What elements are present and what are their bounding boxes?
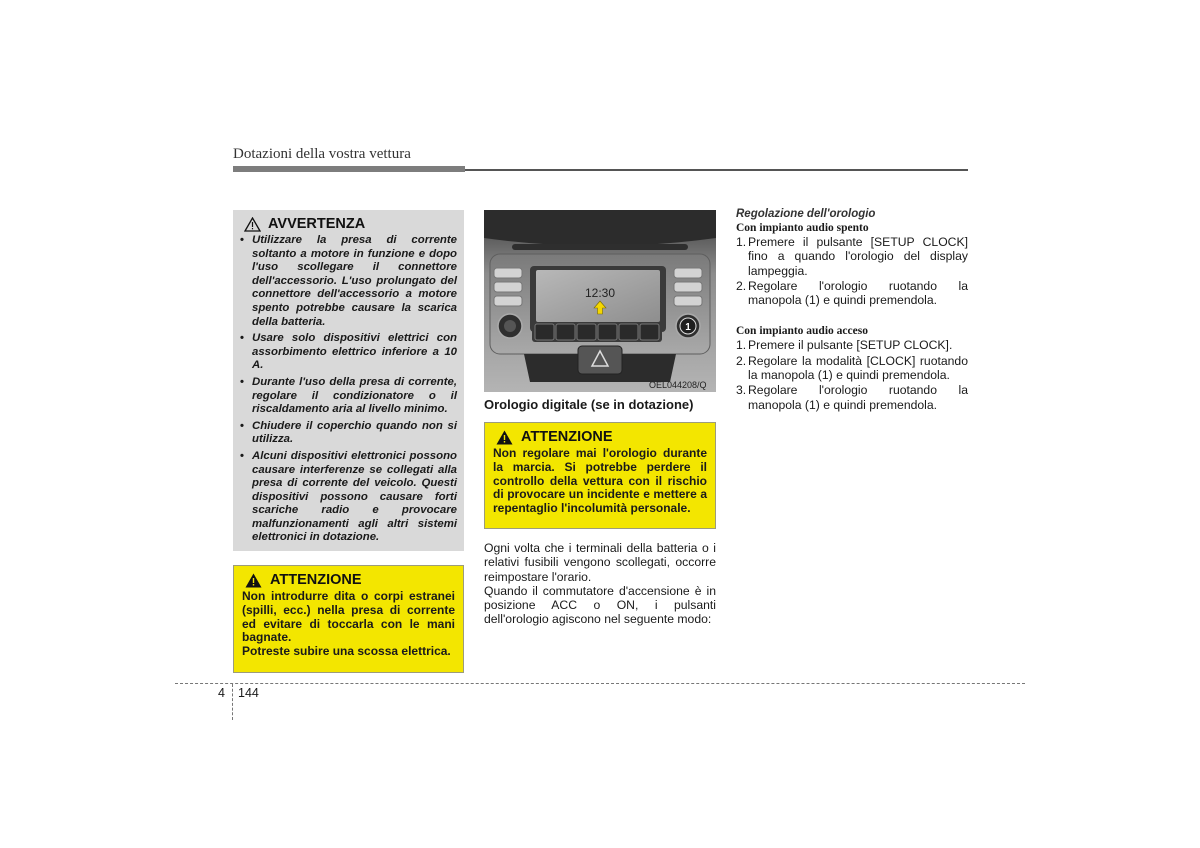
step-text: Regolare la modalità [CLOCK] ruotando la manopola (1) e quindi premendola. bbox=[748, 353, 968, 383]
step-item bbox=[736, 235, 968, 278]
caution-box-driving bbox=[484, 422, 716, 529]
steps-audio-off bbox=[736, 235, 968, 307]
caution-body bbox=[242, 590, 455, 659]
step-text: Premere il pulsante [SETUP CLOCK] fino a quando l'orologio del display lampeggia. bbox=[748, 235, 968, 278]
header-rule-thick bbox=[233, 166, 465, 172]
body-text bbox=[484, 541, 716, 627]
warning-list bbox=[240, 234, 457, 545]
caution-triangle-icon bbox=[245, 573, 262, 588]
page-header-title: Dotazioni della vostra vettura bbox=[233, 146, 411, 162]
step-item bbox=[736, 338, 968, 352]
step-number: 1. bbox=[736, 235, 747, 249]
subsection-title-audio-off: Con impianto audio spento bbox=[736, 222, 869, 234]
step-text: Regolare l'orologio ruotando la manopola (1) e quindi premendola. bbox=[748, 278, 968, 308]
figure-code: OEL044208/Q bbox=[649, 380, 707, 390]
body-paragraph: Ogni volta che i terminali della batteria o i relativi fusibili vengono scollegati, occorre reimpostare l'orario. bbox=[484, 541, 716, 584]
warning-item: • Chiudere il coperchio quando non si utilizza. bbox=[240, 420, 457, 447]
audio-unit-illustration bbox=[484, 210, 716, 392]
step-text: Regolare l'orologio ruotando la manopola (1) e quindi premendola. bbox=[748, 383, 968, 412]
step-number: 1. bbox=[736, 338, 747, 353]
warning-triangle-icon bbox=[244, 217, 261, 232]
callout-number: 1 bbox=[685, 322, 691, 333]
caution-title: ATTENZIONE bbox=[270, 572, 362, 588]
caution-header bbox=[493, 429, 707, 445]
subsection-title-audio-on: Con impianto audio acceso bbox=[736, 325, 868, 338]
footer-rule bbox=[175, 683, 1025, 684]
step-text: Premere il pulsante [SETUP CLOCK]. bbox=[748, 338, 953, 353]
warning-title: AVVERTENZA bbox=[268, 216, 366, 232]
caution-text: Non introdurre dita o corpi estranei (spilli, ecc.) nella presa di corrente ed evitare di toccarla con le mani bagnate. bbox=[242, 589, 455, 645]
clock-setting-section bbox=[736, 208, 968, 413]
warning-box bbox=[233, 210, 464, 551]
step-item bbox=[736, 354, 968, 383]
header-rule-thin bbox=[465, 169, 968, 171]
caution-text: Potreste subire una scossa elettrica. bbox=[242, 644, 451, 659]
steps-audio-on bbox=[736, 338, 968, 411]
step-item bbox=[736, 383, 968, 412]
caution-text: Non regolare mai l'orologio durante la marcia. Si potrebbe perdere il controllo della vettura con il rischio di provocare un incidente e mettere a repentaglio l'incolumità personale. bbox=[493, 446, 707, 516]
warning-item: • Durante l'uso della presa di corrente, regolare il condizionatore o il riscaldamento aria al livello minimo. bbox=[240, 376, 457, 417]
warning-item: • Usare solo dispositivi elettrici con assorbimento elettrico inferiore a 10 A. bbox=[240, 332, 457, 373]
display-clock-text: 12:30 bbox=[584, 286, 616, 300]
step-item bbox=[736, 279, 968, 308]
section-title: Regolazione dell'orologio bbox=[736, 208, 876, 220]
step-number: 2. bbox=[736, 353, 747, 368]
step-number: 2. bbox=[736, 278, 747, 293]
caution-triangle-icon bbox=[496, 430, 513, 445]
body-paragraph: Quando il commutatore d'accensione è in posizione ACC o ON, i pulsanti dell'orologio agiscono nel seguente modo: bbox=[484, 583, 716, 627]
caution-body bbox=[493, 447, 707, 516]
warning-header bbox=[240, 216, 457, 232]
figure-caption: Orologio digitale (se in dotazione) bbox=[484, 397, 694, 412]
footer-divider bbox=[232, 684, 233, 720]
caution-box-electric-shock bbox=[233, 565, 464, 673]
page-number: 144 bbox=[238, 686, 259, 700]
caution-title: ATTENZIONE bbox=[521, 429, 613, 445]
radio-clock-figure bbox=[484, 210, 716, 392]
warning-item: • Utilizzare la presa di corrente soltanto a motore in funzione e dopo l'uso scollegare il connettore dell'accessorio. L'uso prolungato del connettore dell'accessorio a motore spento potrebbe causare la scarica della batteria. bbox=[240, 234, 457, 329]
caution-header bbox=[242, 572, 455, 588]
step-number: 3. bbox=[736, 383, 747, 398]
chapter-number: 4 bbox=[218, 686, 225, 700]
warning-item: • Alcuni dispositivi elettronici possono causare interferenze se collegati alla presa di corrente del veicolo. Questi dispositivi possono causare forti scariche radio e provocare malfunzionamenti agli altri sistemi elettronici in dotazione. bbox=[240, 450, 457, 545]
